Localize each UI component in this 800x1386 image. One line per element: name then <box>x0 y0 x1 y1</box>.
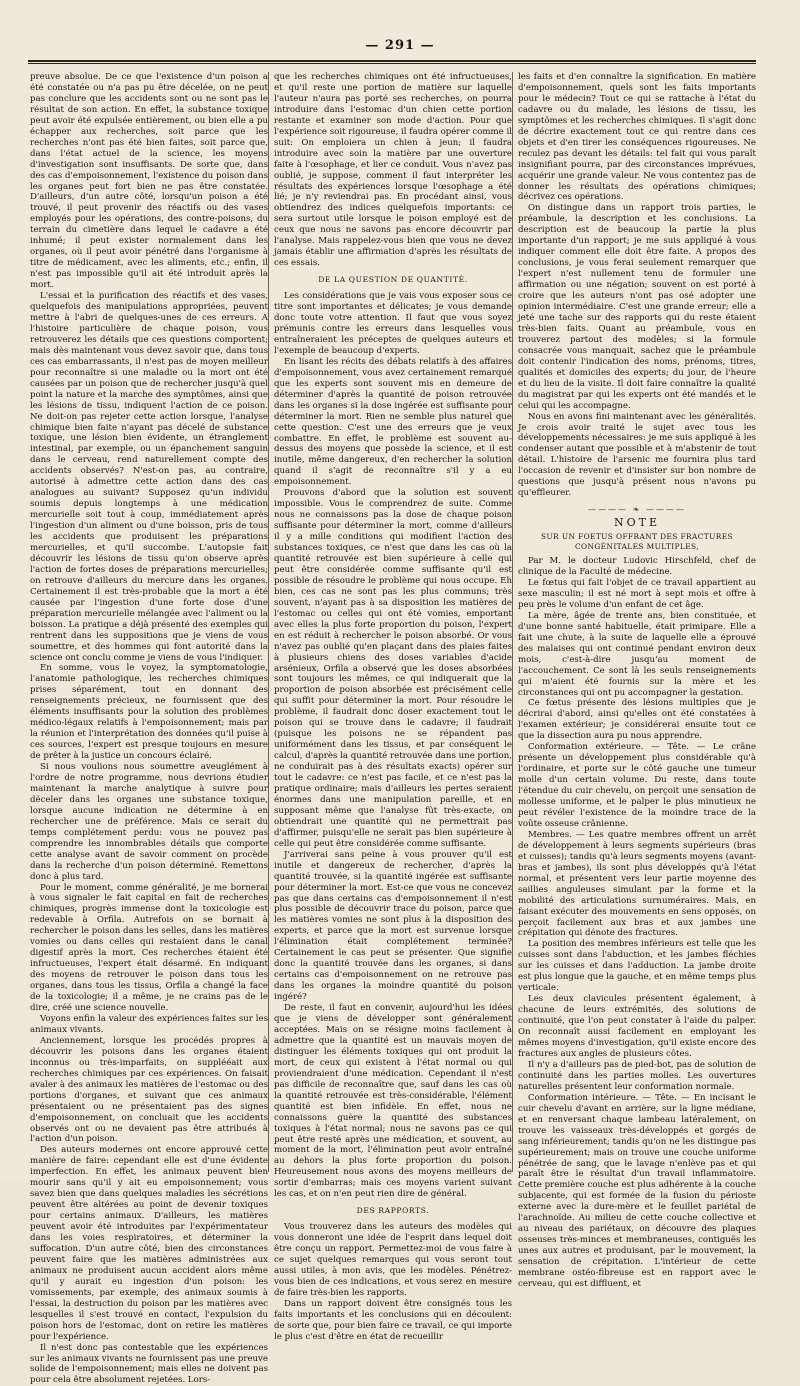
paragraph: Si nous voulions nous soumettre aveuglément à l'ordre de notre programme, nous devrions étudier maintenant la marche analytique à suivre pour déceler dans les organes une substance toxique, lorsque aucune indication ne détermine à en rechercher une de préférence. Mais ce serait du temps complétement perdu: vous ne pouvez pas comprendre les innombrables détails que comporte cette analyse avant de savoir comment on procède dans la recherche d'un poison déterminé. Remettons donc à plus tard. <box>30 762 268 882</box>
column-3 <box>518 72 756 1289</box>
paragraph: Conformation extérieure. — Tête. — Le crâne présente un développement plus considérable qu'à l'ordinaire, et porte sur le côté gauche une tumeur molle d'un certain volume. Du reste, dans toute l'étendue du cuir chevelu, on perçoit une sensation de mollesse uniforme, et le palper le plus minutieux ne peut révéler l'existence de la moindre trace de la voûte osseuse crânienne. <box>518 742 756 829</box>
column-2 <box>274 72 512 1342</box>
paragraph: Les deux clavicules présentent également, à chacune de leurs extrémités, des solutions de continuité, que l'on peut constater à l'aide du palper. On reconnaît aussi facilement en employant les mêmes moyens d'investigation, qu'il existe encore des fractures aux angles de plusieurs côtes. <box>518 994 756 1059</box>
column-divider <box>268 72 269 1172</box>
note-author: Par M. le docteur Ludovic Hirschfeld, chef de clinique de la Faculté de médecine. <box>518 556 756 578</box>
paragraph: Dans un rapport doivent être consignés tous les faits importants et les conclusions qui en découlent: de sorte que, pour bien faire ce travail, ce qui importe le plus c'est d'être en état de recueillir <box>274 1298 512 1342</box>
paragraph: Membres. — Les quatre membres offrent un arrêt de développement à leurs segments supérieurs (bras et cuisses); tandis qu'à leurs segments moyens (avant-bras et jambes), ils sont plus développés qu'à l'état normal, et présentent vers leur partie moyenne des saillies anguleuses simulant par la forme et la mobilité des articulations surnuméraires. Mais, en faisant exécuter des mouvements en sens opposés, on perçoit facilement aux bras et aux jambes une crépitation qui dénote des fractures. <box>518 829 756 939</box>
paragraph: En somme, vous le voyez, la symptomatologie, l'anatomie pathologique, les recherches chimiques prises séparément, tout en donnant des renseignements précieux, ne fournissent que des éléments insuffisants pour la solution des problèmes médico-légaux relatifs à l'empoisonnement; mais par la réunion et l'interprétation des données qu'il puise à ces sources, l'expert est presque toujours en mesure de prêter à la justice un concours éclairé. <box>30 663 268 762</box>
paragraph: Les considérations que je vais vous exposer sous ce titre sont importantes et délicates; je vous demande donc toute votre attention. Il faut que vous soyez prémunis contre les erreurs dans lesquelles vous entraîneraient les préceptes de quelques auteurs et l'exemple de beaucoup d'experts. <box>274 291 512 356</box>
paragraph: L'essai et la purification des réactifs et des vases, quelquefois des manipulations appropriées, peuvent mettre à l'abri de quelques-unes de ces erreurs. A l'histoire particulière de chaque poison, vous retrouverez les détails que ces questions comportent; mais dès maintenant vous devez savoir que, dans tous ces cas embarrassants, il n'est pas de moyen meilleur pour reconnaître si une maladie ou la mort ont été causées par un poison que de rechercher jusqu'à quel point la nature et la marche des symptômes, ainsi que les lésions de tissu, indiquent l'action de ce poison. Ne doit-on pas rejeter cette action lorsque, l'analyse chimique bien faite n'ayant pas décelé de substance toxique, une lésion bien évidente, un étranglement intestinal, par exemple, ou un épanchement sanguin dans le cerveau, rend naturellement compte des accidents observés? N'est-on pas, au contraire, autorisé à admettre cette action dans des cas analogues au suivant? Supposez qu'un individu soumis depuis longtemps à une médication mercurielle soit tout à coup, immédiatement après l'ingestion d'un aliment ou d'une boisson, pris de tous les accidents que produisent les préparations mercurielles, et qu'il succombe. L'autopsie fait découvrir les lésions de tissu qu'on observe après l'action de fortes doses de préparations mercurielles; on retrouve d'ailleurs du mercure dans les organes. Certainement il est très-probable que la mort a été causée par l'ingestion d'une forte dose d'une préparation mercurielle mélangée avec l'aliment ou la boisson. La pratique a déjà présenté des exemples qui rentrent dans les suppositions que je viens de vous soumettre, et des hommes qui font autorité dans la science ont conclu comme je viens de vous l'indiquer. <box>30 291 268 663</box>
paragraph: les faits et d'en connaître la signification. En matière d'empoisonnement, quels sont les faits importants pour le médecin? Tout ce qui se rattache à l'état du cadavre ou du malade, les lésions de tissu, les symptômes et les recherches chimiques. Il s'agit donc de décrire exactement tout ce qui rentre dans ces objets et d'en tirer les conséquences rigoureuses. Ne reculez pas devant les détails: tel fait qui vous paraît insignifiant pourra, par des circonstances imprévues, acquérir une grande valeur. Ne vous contentez pas de donner les résultats des opérations chimiques; décrivez ces opérations. <box>518 72 756 203</box>
page-number: — 291 — <box>365 38 435 53</box>
paragraph: Il n'est donc pas contestable que les expériences sur les animaux vivants ne fournissent pas une preuve solide de l'empoisonnement; mais elles ne doivent pas pour cela être absolument rejetées. Lors- <box>30 1342 268 1386</box>
paragraph: que les recherches chimiques ont été infructueuses, et qu'il reste une portion de matière sur laquelle l'auteur n'aura pas porté ses recherches, on pourra introduire dans l'estomac d'un chien cette portion restante et examiner son mode d'action. Pour que l'expérience soit rigoureuse, il faudra opérer comme il suit: On emploiera un chien à jeun; il faudra introduire avec soin la matière par une ouverture faite à l'œsophage, et lier ce conduit. Vous n'avez pas oublié, je suppose, comment il faut interpréter les résultats des expériences lorsque l'œsophage a été lié; je n'y reviendrai pas. En procédant ainsi, vous obtiendrez des indices quelquefois importants: ce sera surtout utile lorsque le poison employé est de ceux que nous ne savons pas encore découvrir par l'analyse. Mais rappelez-vous bien que vous ne devez jamais établir une affirmation d'après les résultats de ces essais. <box>274 72 512 269</box>
column-1 <box>30 72 268 1386</box>
paragraph: De reste, il faut en convenir, aujourd'hui les idées que je viens de développer sont généralement acceptées. Mais on se résigne moins facilement à admettre que la quantité est un mauvais moyen de distinguer les éléments toxiques qui ont produit la mort, de ceux qui existent à l'état normal ou qui proviendraient d'une médication. Cependant il n'est pas difficile de reconnaître que, sauf dans les cas où la quantité retrouvée est très-considérable, l'élément quantité est bien infidèle. En effet, nous ne connaissons guère la quantité des substances toxiques à l'état normal; nous ne savons pas ce qui peut être resté après une médication, et souvent, au moment de la mort, l'élimination peut avoir entraîné au dehors la plus forte proportion du poison. Heureusement nous avons des moyens meilleurs de sortir d'embarras; mais ces moyens varient suivant les cas, et on n'en peut rien dire de général. <box>274 1003 512 1200</box>
paragraph: Pour le moment, comme généralité, je me bornerai à vous signaler le fait capital en fait de recherches chimiques, progrès immense dont la toxicologie est redevable à Orfila. Autrefois on se bornait à rechercher le poison dans les selles, dans les matières vomies ou dans celles qui restaient dans le canal digestif après la mort. Ces recherches étaient été infructueuses, l'expert était désarmé. En indiquant des moyens de retrouver le poison dans tous les organes, dans tous les tissus, Orfila a changé la face de la toxicologie; il a même, je ne crains pas de le dire, créé une science nouvelle. <box>30 882 268 1014</box>
paragraph: Le fœtus qui fait l'objet de ce travail appartient au sexe masculin; il est né mort à sept mois et offre à peu près le volume d'un enfant de cet âge. <box>518 577 756 610</box>
note-subtitle: SUR UN FOETUS OFFRANT DES FRACTURES CONGÉNITALES MULTIPLES, <box>541 532 733 552</box>
paragraph: Nous en avons fini maintenant avec les généralités. Je crois avoir traité le sujet avec tous les développements nécessaires: je me suis appliqué à les condenser autant que possible et à m'abstenir de tout détail. L'histoire de l'arsenic me fournira plus tard l'occasion de revenir et d'insister sur bon nombre de questions que jusqu'à présent nous n'avons pu qu'effleurer. <box>518 411 756 499</box>
paragraph: Ce fœtus présente des lésions multiples que je décrirai d'abord, ainsi qu'elles ont été constatées à l'examen extérieur; je considérerai ensuite tout ce que la dissection aura pu nous apprendre. <box>518 698 756 742</box>
section-ornament: ———— ❧ ———— <box>588 505 686 515</box>
paragraph: Anciennement, lorsque les procédés propres à découvrir les poisons dans les organes étaient inconnus ou très-imparfaits, on supplééait aux recherches chimiques par ces expériences. On faisait avaler à des animaux les matières de l'estomac ou des portions d'organes, et suivant que ces animaux présentaient ou ne présentaient pas des signes d'empoisonnement, on concluait que les accidents observés ont ou ne devaient pas être attribués à l'action d'un poison. <box>30 1035 268 1145</box>
note-title: NOTE <box>613 516 660 530</box>
header-rule <box>28 60 756 64</box>
section-heading-quantity: DE LA QUESTION DE QUANTITÉ. <box>318 275 468 285</box>
paragraph: Il n'y a d'ailleurs pas de pied-bot, pas de solution de continuité dans les parties molles. Les ouvertures naturelles présentent leur conformation normale. <box>518 1059 756 1092</box>
paragraph: Prouvons d'abord que la solution est souvent impossible. Vous le comprendrez de suite. Comme nous ne connaissons pas la dose de chaque poison suffisante pour déterminer la mort, comme d'ailleurs il y a mille conditions qui modifient l'action des substances toxiques, ce n'est que dans les cas où la quantité retrouvée est bien supérieure à celle qui peut être considérée comme suffisante qu'il est possible de résoudre le problème qui nous occupe. Eh bien, ces cas ne sont pas les plus communs; très souvent, n'ayant pas à sa disposition les matières de l'estomac ou celles qui ont été vomies, emportant avec elles la plus forte proportion du poison, l'expert en est réduit à rechercher le poison absorbé. Or vous n'avez pas oublié qu'en plaçant dans des plaies faites à plusieurs chiens des doses variables d'acide arsénieux, Orfila a observé que les doses absorbées sont toujours les mêmes, ce qui indiquerait que la proportion de poison absorbée est précisément celle qui suffit pour déterminer la mort. Pour résoudre le problème, il faudrait donc doser exactement tout le poison qui se trouve dans le cadavre; il faudrait (puisque les poisons ne se répandent pas uniformément dans les tissus, et par conséquent le calcul, d'après la quantité retrouvée dans une portion, ne conduirait pas à des résultats exacts) opérer sur tout le cadavre: ce n'est pas facile, et ce n'est pas la pratique ordinaire; mais d'ailleurs les pertes seraient énormes dans une manipulation pareille, et en supposant même que l'analyse fût très-exacte, on obtiendrait une quantité qui ne permettrait pas d'affirmer, puisqu'elle ne serait pas bien supérieure à celle qui peut être considérée comme suffisante. <box>274 488 512 849</box>
paragraph: La position des membres inférieurs est telle que les cuisses sont dans l'abduction, et les jambes fléchies sur les cuisses et dans l'adduction. La jambe droite est plus longue que la gauche, et en même temps plus verticale. <box>518 939 756 994</box>
column-divider <box>512 72 513 1172</box>
paragraph: Vous trouverez dans les auteurs des modèles qui vous donneront une idée de l'esprit dans lequel doit être conçu un rapport. Permettez-moi de vous faire à ce sujet quelques remarques qui vous seront tout aussi utiles, à mon avis, que les modèles. Pénétrez-vous bien de ces indications, et vous serez en mesure de faire très-bien les rapports. <box>274 1222 512 1298</box>
paragraph: On distingue dans un rapport trois parties, le préambule, la description et les conclusions. La description est de beaucoup la partie la plus importante d'un rapport; je me suis appliqué à vous indiquer comment elle doit être faite. A propos des conclusions, je vous ferai seulement remarquer que l'expert n'est nullement tenu de formuler une affirmation ou une négation; souvent on est porté à croire que les auteurs n'ont pas osé adopter une opinion intermédiaire. C'est une grande erreur; elle a jeté une tache sur des rapports qui du reste étaient très-bien faits. Quant au préambule, vous en trouverez partout des modèles; si la formule consacrée vous manquait, sachez que le préambule doit contenir l'indication des noms, prénoms, titres, qualités et domiciles des experts; du jour, de l'heure et du lieu de la visite. Il doit faire connaître la qualité du magistrat par qui les experts ont été mandés et le celui qui les accompagne. <box>518 203 756 411</box>
paragraph: J'arriverai sans peine à vous prouver qu'il est inutile et dangereux de rechercher, d'après la quantité trouvée, si la quantité ingérée est suffisante pour déterminer la mort. Est-ce que vous ne concevez pas que dans certains cas d'empoisonnement il n'est plus possible de découvrir trace du poison, parce que les matières vomies ne sont plus à la disposition des experts, et parce que la mort est survenue lorsque l'élimination était complétement terminée? Certainement le cas peut se présenter. Que signifie donc la quantité trouvée dans les organes, si dans certains cas d'empoisonnement on ne retrouve pas dans les organes la moindre quantité du poison ingéré? <box>274 849 512 1003</box>
paragraph: Des auteurs modernes ont encore approuvé cette manière de faire: cependant elle est d'une évidente imperfection. En effet, les animaux peuvent bien mourir sans qu'il y ait eu empoisonnement; vous savez bien que dans quelques maladies les sécrétions peuvent être altérées au point de devenir toxiques pour certains animaux. D'ailleurs, les matières peuvent avoir été introduites par l'expérimentateur dans les voies respiratoires, et déterminer la suffocation. D'un autre côté, bien des circonstances peuvent faire que les matières administrées aux animaux ne produisent aucun accident alors même qu'il y aurait eu ingestion d'un poison: les vomissements, par exemple, des animaux soumis à l'essai, la destruction du poison par les matières avec lesquelles il s'est trouvé en contact, l'expulsion du poison hors de l'estomac, dont on retire les matières pour l'expérience. <box>30 1145 268 1342</box>
paragraph: La mère, âgée de trente ans, bien constituée, et d'une bonne santé habituelle, était primipare. Elle a fait une chute, à la suite de laquelle elle a éprouvé des malaises qui ont continué pendant environ deux mois, c'est-à-dire jusqu'au moment de l'accouchement. Ce sont là les seuls renseignements qui m'aient été fournis sur la mère et les circonstances qui ont pu accompagner la gestation. <box>518 610 756 698</box>
paragraph: preuve absolue. De ce que l'existence d'un poison a été constatée ou n'a pas pu être décelée, on ne peut pas conclure que les accidents sont ou ne sont pas le résultat de son action. En effet, la substance toxique peut avoir été expulsée entièrement, ou bien elle a pu échapper aux recherches, soit parce que les recherches n'ont pas été bien faites, soit parce que, dans l'état actuel de la science, les moyens d'investigation sont insuffisants. De sorte que, dans des cas d'empoisonnement, l'existence du poison dans les organes peut fort bien ne pas être constatée. D'ailleurs, d'un autre côté, lorsqu'un poison a été trouvé, il peut provenir des réactifs ou des vases employés pour les opérations, des contre-poisons, du terrain du cimetière dans lequel le cadavre a été inhumé; il peut exister normalement dans les organes, où il peut avoir pénétré dans l'organisme à titre de médicament, avec les aliments, etc.; enfin, il n'est pas impossible qu'il ait été introduit après la mort. <box>30 72 268 291</box>
section-heading-reports: DES RAPPORTS. <box>356 1206 430 1216</box>
paragraph: Conformation intérieure. — Tête. — En incisant le cuir chevelu d'avant en arrière, sur la ligne médiane, et en renversant chaque lambeau latéralement, on trouve les vaisseaux très-développés et gorgés de sang inférieurement; tandis qu'on ne les distingue pas supérieurement; mais on trouve une couche uniforme pénétrée de sang, que le lavage n'enlève pas et qui paraît être le résultat d'un travail inflammatoire. Cette première couche est plus adhérente à la couche subjacente, qui est formée de la fusion du périoste externe avec la dure-mère et le feuillet pariétal de l'arachnoïde. Au milieu de cette couche collective et au niveau des pariétaux, on découvre des plaques osseuses très-minces et membraneuses, contiguës les unes aux autres et produisant, par le mouvement, la sensation de crépitation. L'intérieur de cette membrane ostéo-fibreuse est en rapport avec le cerveau, qui est diffluent, et <box>518 1092 756 1289</box>
paragraph: Voyons enfin la valeur des expériences faites sur les animaux vivants. <box>30 1013 268 1035</box>
paragraph: En lisant les récits des débats relatifs à des affaires d'empoisonnement, vous avez certainement remarqué que les experts sont souvent mis en demeure de déterminer d'après la quantité de poison retrouvée dans les organes si la dose ingérée est suffisante pour déterminer la mort. Rien ne semble plus naturel que cette question. C'est une des erreurs que je veux combattre. En effet, le problème est souvent au-dessus des moyens que possède la science, et il est inutile, même dangereux, d'en rechercher la solution quand il s'agit de reconnaître s'il y a eu empoisonnement. <box>274 356 512 488</box>
